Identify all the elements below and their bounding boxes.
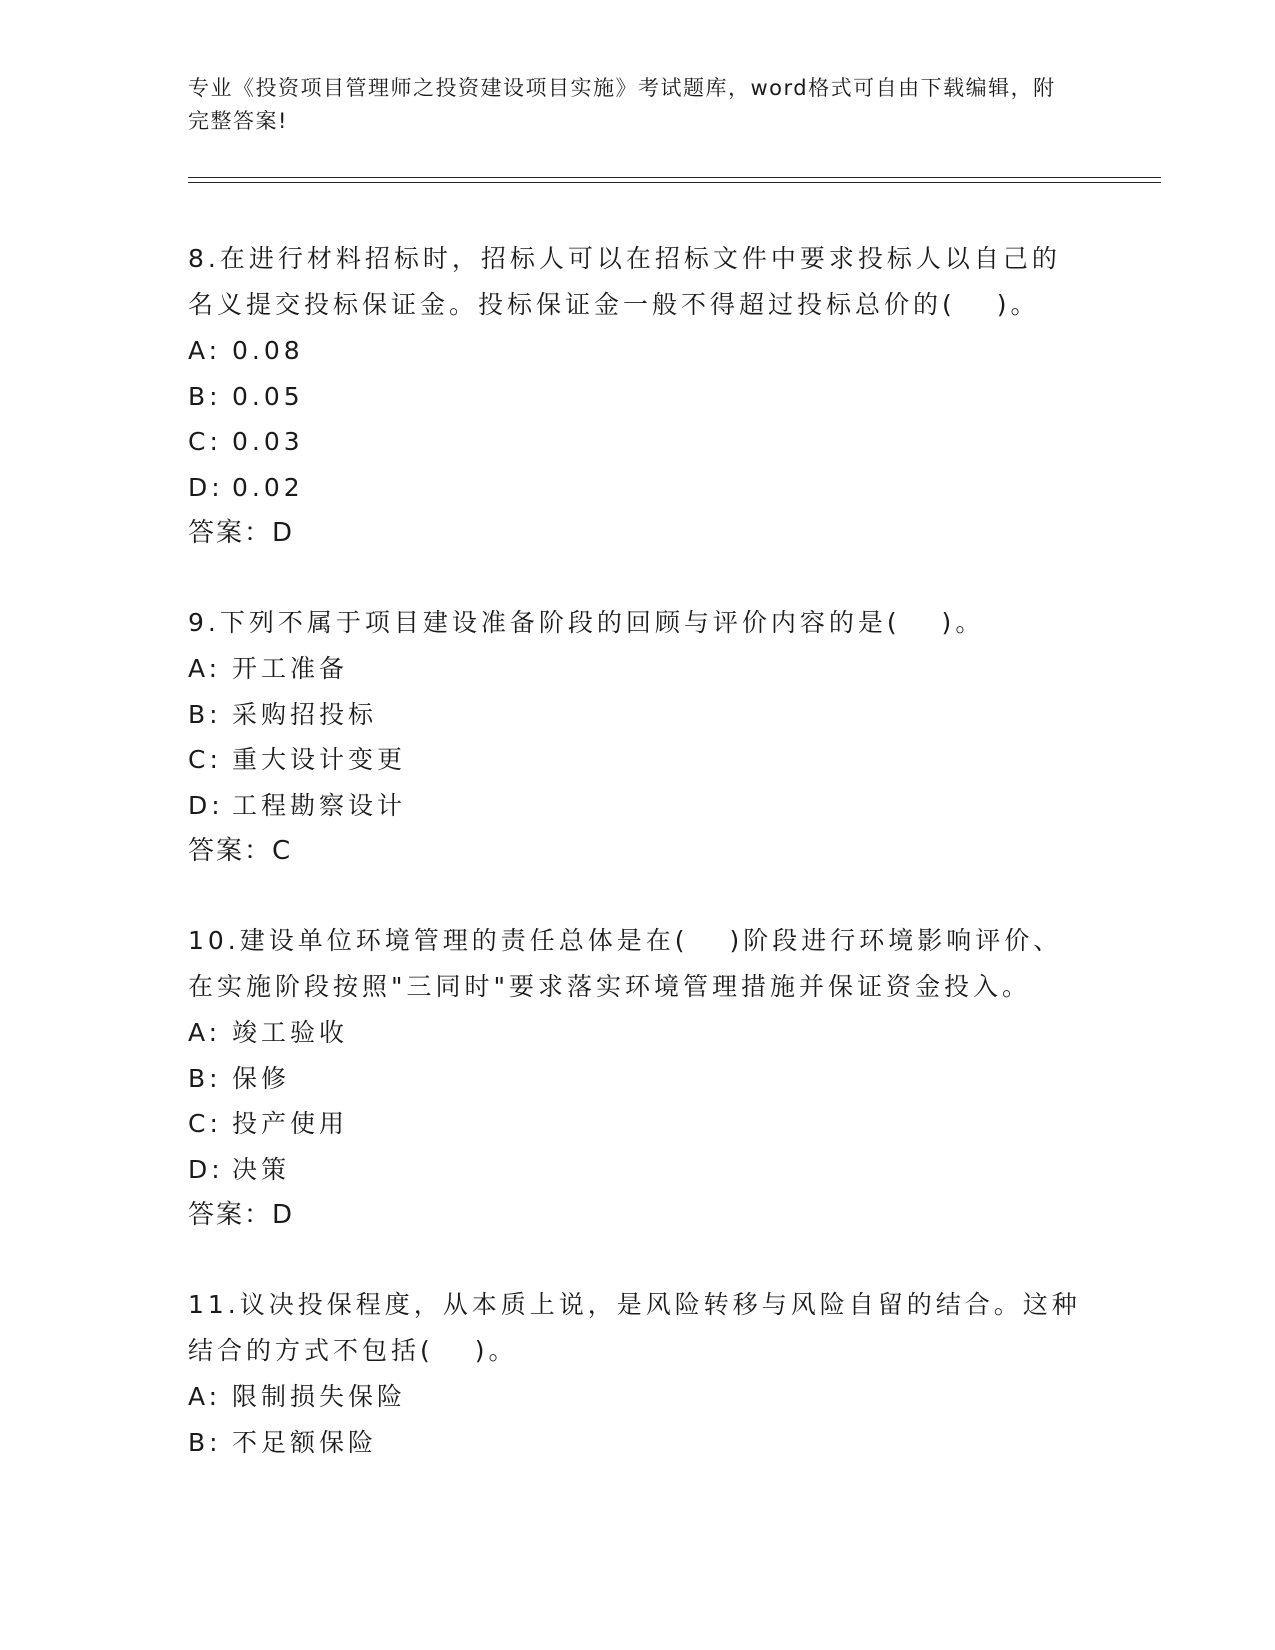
header-rule-bottom <box>188 182 1161 183</box>
question-8 <box>188 236 1088 556</box>
question-list <box>188 236 1088 1509</box>
option-text: 投产使用 <box>232 1109 349 1138</box>
question-text <box>188 1282 1088 1374</box>
question-number: 8. <box>188 244 220 273</box>
question-body: 议决投保程度，从本质上说，是风险转移与风险自留的结合。这种结合的方式不包括( )。 <box>188 1290 1081 1365</box>
option-letter: C: <box>188 1109 222 1138</box>
option-text: 保修 <box>232 1063 291 1093</box>
option-text: 重大设计变更 <box>232 745 407 774</box>
option-a <box>188 646 1088 692</box>
question-number: 10. <box>188 926 240 955</box>
option-letter: A: <box>188 1018 222 1047</box>
option-b <box>188 374 1088 420</box>
option-text: 决策 <box>232 1154 291 1184</box>
document-header: 专业《投资项目管理师之投资建设项目实施》考试题库，word格式可自由下载编辑，附完整答案! <box>188 76 1056 133</box>
question-10 <box>188 918 1088 1238</box>
option-text: 0.05 <box>232 381 304 411</box>
option-c <box>188 419 1088 465</box>
option-text: 0.08 <box>232 336 304 365</box>
option-text: 0.02 <box>232 472 304 502</box>
option-text: 开工准备 <box>232 654 349 683</box>
option-text: 竣工验收 <box>232 1018 349 1047</box>
option-a <box>188 1010 1088 1056</box>
option-letter: B: <box>188 699 222 729</box>
option-letter: B: <box>188 1427 222 1457</box>
option-b <box>188 1420 1088 1466</box>
option-letter: A: <box>188 336 222 365</box>
question-text <box>188 600 1088 646</box>
option-text: 不足额保险 <box>232 1427 378 1457</box>
option-text: 限制损失保险 <box>232 1382 407 1411</box>
option-letter: C: <box>188 427 222 456</box>
option-letter: A: <box>188 654 222 683</box>
option-d <box>188 783 1088 829</box>
option-a <box>188 1374 1088 1420</box>
option-letter: D: <box>188 790 224 820</box>
option-letter: C: <box>188 745 222 774</box>
option-a <box>188 328 1088 374</box>
option-letter: B: <box>188 1063 222 1093</box>
answer-line: 答案：C <box>188 836 293 866</box>
question-9 <box>188 600 1088 874</box>
question-number: 11. <box>188 1290 240 1319</box>
question-text <box>188 918 1088 1010</box>
option-b <box>188 692 1088 738</box>
answer-line: 答案：D <box>188 518 295 548</box>
question-body: 建设单位环境管理的责任总体是在( )阶段进行环境影响评价、在实施阶段按照"三同时"要求落实环境管理措施并保证资金投入。 <box>188 926 1063 1001</box>
question-body: 在进行材料招标时，招标人可以在招标文件中要求投标人以自己的名义提交投标保证金。投标保证金一般不得超过投标总价的( )。 <box>188 244 1061 319</box>
question-text <box>188 236 1088 328</box>
option-b <box>188 1056 1088 1102</box>
option-letter: D: <box>188 472 224 502</box>
question-body: 下列不属于项目建设准备阶段的回顾与评价内容的是( )。 <box>219 608 985 637</box>
option-c <box>188 737 1088 783</box>
header-rule-top <box>188 177 1161 178</box>
option-text: 工程勘察设计 <box>232 790 407 820</box>
answer-line: 答案：D <box>188 1200 295 1230</box>
option-letter: D: <box>188 1154 224 1184</box>
question-number: 9. <box>188 608 220 637</box>
option-letter: B: <box>188 381 222 411</box>
option-d <box>188 465 1088 511</box>
option-letter: A: <box>188 1382 222 1411</box>
option-text: 采购招投标 <box>232 699 378 729</box>
question-11 <box>188 1282 1088 1465</box>
option-d <box>188 1147 1088 1193</box>
option-text: 0.03 <box>232 427 304 456</box>
option-c <box>188 1101 1088 1147</box>
